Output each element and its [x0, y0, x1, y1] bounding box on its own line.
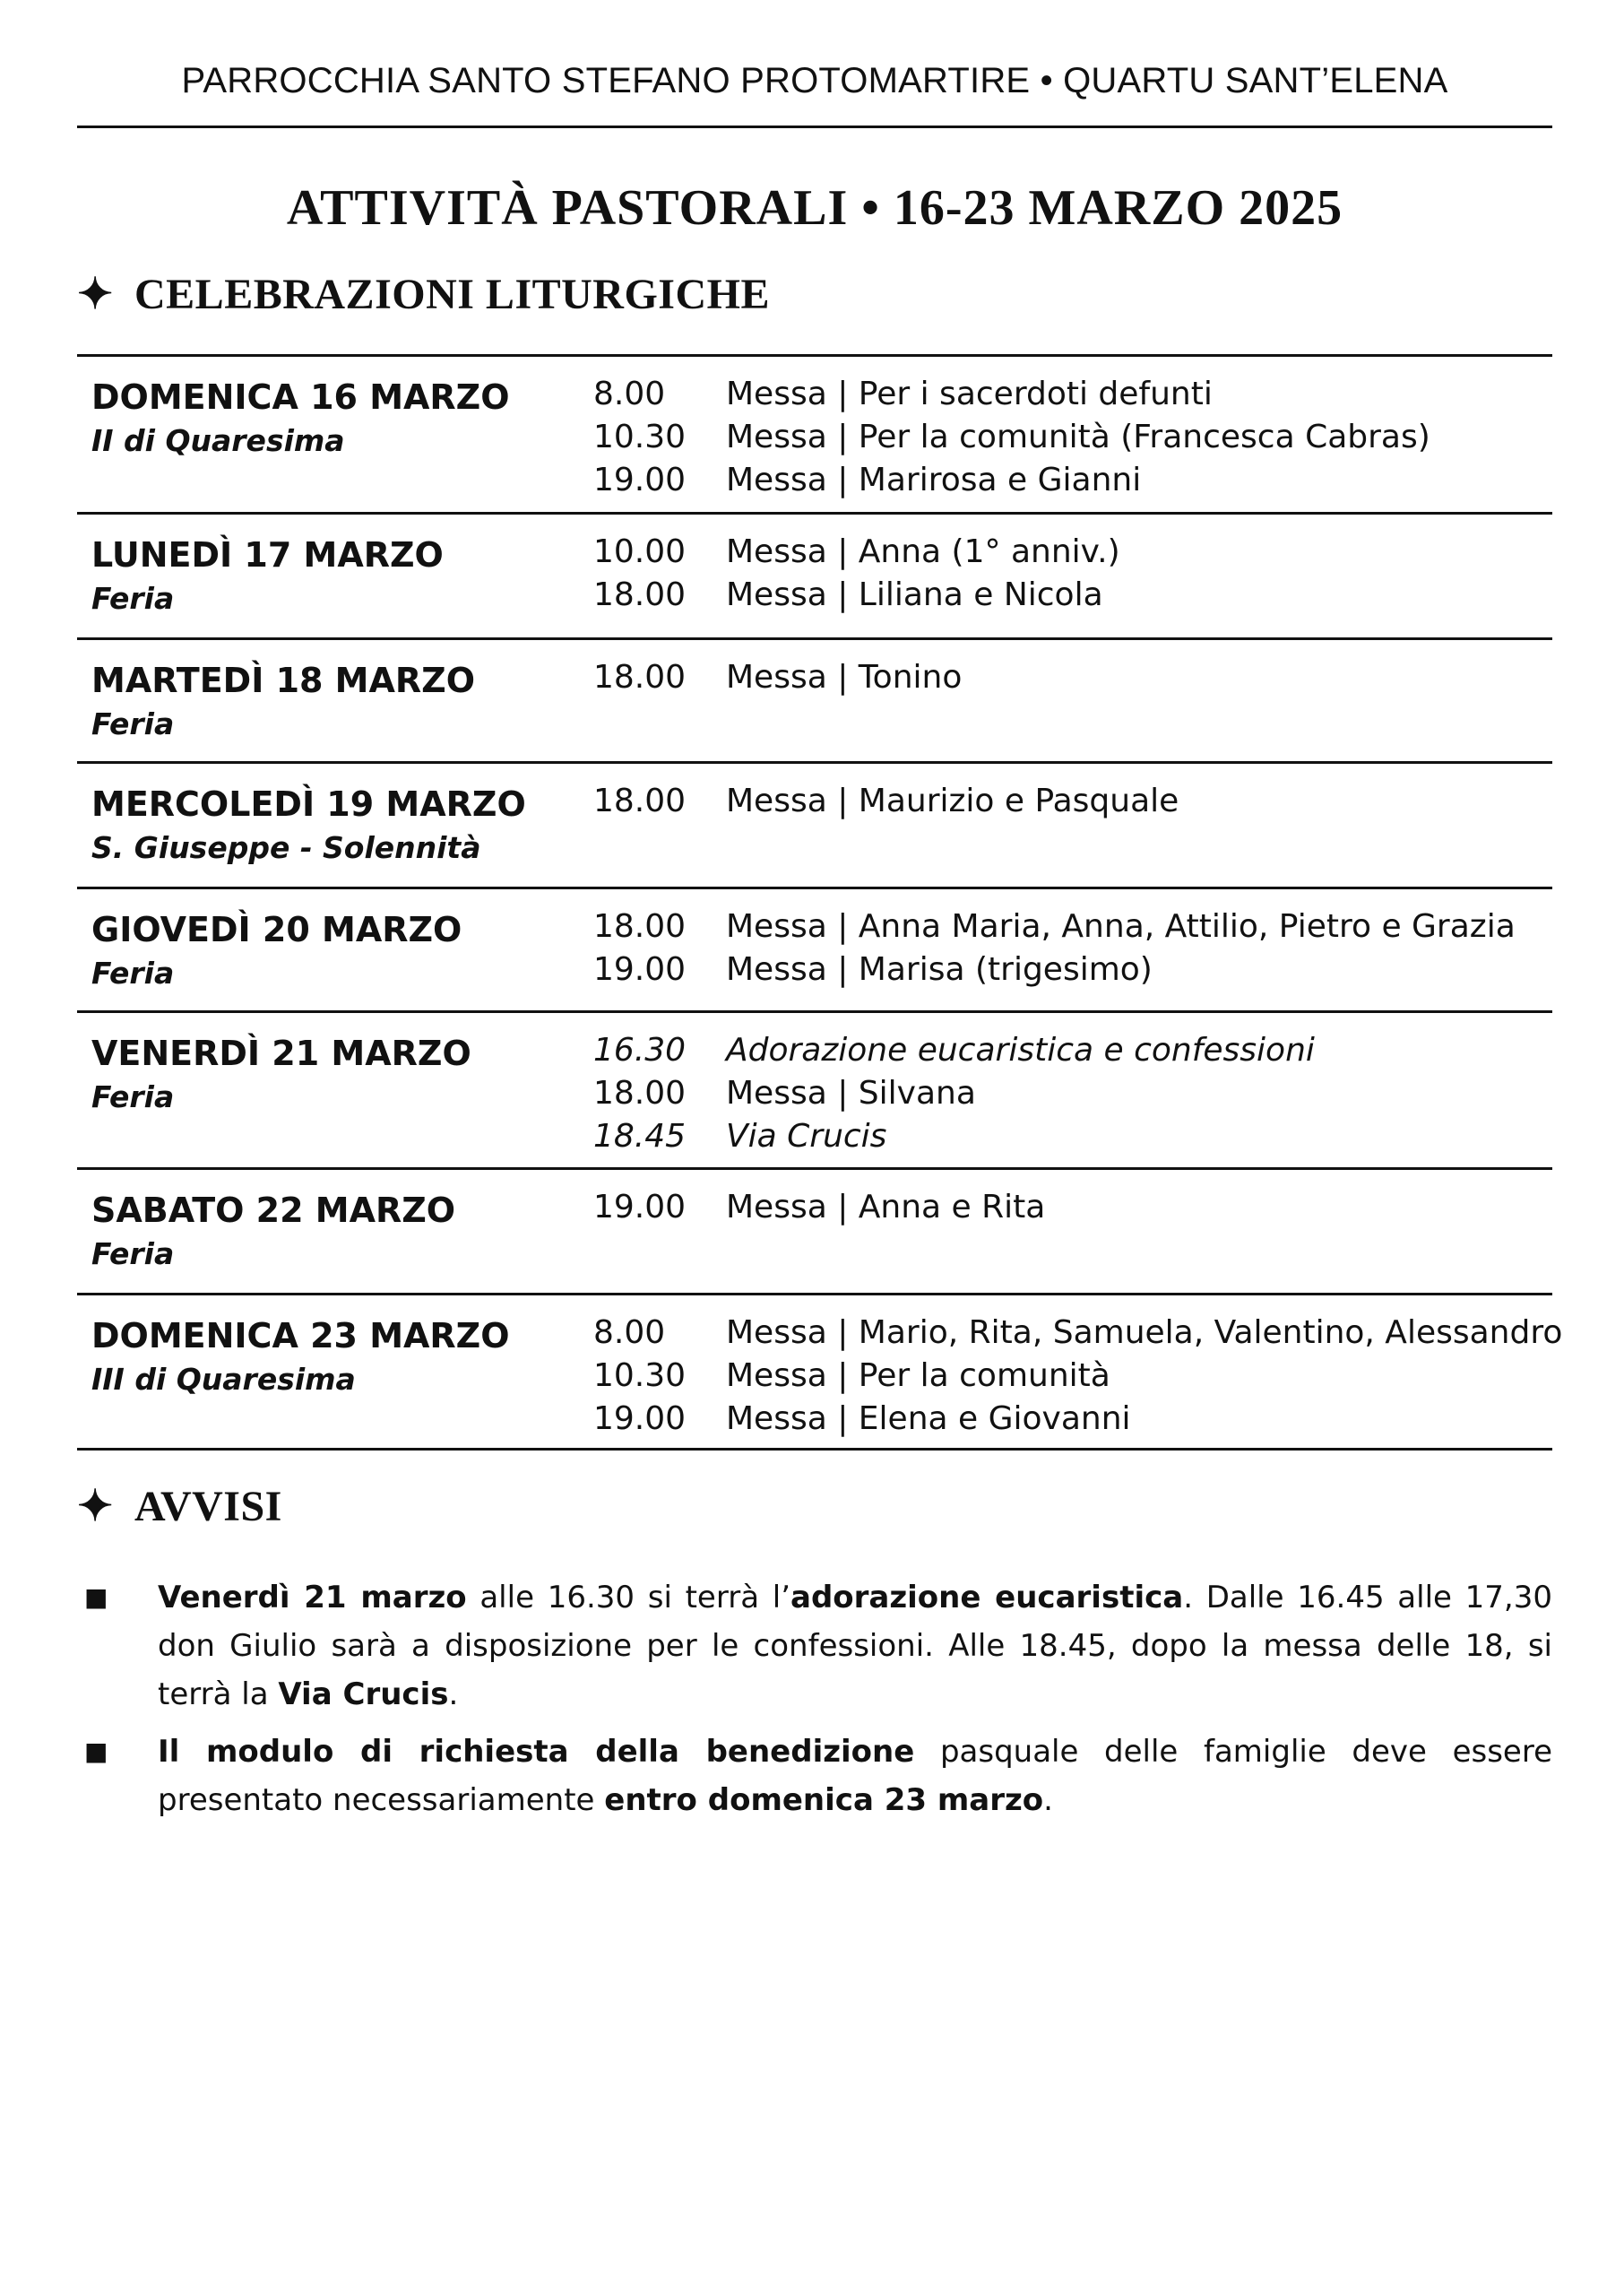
- event-time: 10.00: [593, 533, 687, 570]
- day-row: [77, 1293, 1563, 1451]
- event-time: 19.00: [593, 1400, 687, 1437]
- day-name: VENERDÌ 21 MARZO: [91, 1034, 471, 1073]
- notice-emphasis: Il modulo di richiesta della benedizione: [158, 1734, 915, 1770]
- day-row: [77, 512, 1552, 637]
- event-description: Messa | Anna (1° anniv.): [726, 533, 1120, 570]
- section-title-celebrations: [77, 269, 770, 319]
- day-row: [77, 1010, 1552, 1167]
- day-row: [77, 761, 1552, 887]
- event-item: [593, 656, 962, 699]
- notice-emphasis: adorazione eucaristica: [790, 1580, 1184, 1615]
- liturgical-day: II di Quaresima: [91, 423, 345, 458]
- event-description: Messa | Marisa (trigesimo): [726, 951, 1153, 988]
- event-description: Messa | Anna e Rita: [726, 1189, 1046, 1225]
- event-time: 18.00: [593, 576, 687, 613]
- notice-emphasis: entro domenica 23 marzo: [604, 1782, 1044, 1818]
- event-time: 8.00: [593, 376, 666, 412]
- event-item: [593, 1186, 1045, 1229]
- parish-header: PARROCCHIA SANTO STEFANO PROTOMARTIRE • QUARTU SANT’ELENA: [181, 61, 1448, 100]
- day-row: [77, 354, 1552, 512]
- event-time: 19.00: [593, 951, 687, 988]
- event-time: 10.30: [593, 1357, 687, 1394]
- event-description: Messa | Anna Maria, Anna, Attilio, Pietro e Grazia: [726, 908, 1516, 945]
- star-icon: ✦: [77, 271, 114, 318]
- event-description: Messa | Liliana e Nicola: [726, 576, 1103, 613]
- event-time: 19.00: [593, 462, 687, 498]
- event-time: 8.00: [593, 1314, 666, 1351]
- day-name: GIOVEDÌ 20 MARZO: [91, 910, 462, 949]
- event-list: [593, 1312, 1562, 1441]
- page-title: ATTIVITÀ PASTORALI • 16-23 MARZO 2025: [286, 180, 1343, 236]
- notice-item: [77, 1728, 1552, 1824]
- event-time: 18.00: [593, 783, 687, 819]
- event-description: Messa | Per la comunità (Francesca Cabras): [726, 419, 1430, 455]
- day-info: [91, 531, 575, 619]
- event-description: Adorazione eucaristica e confessioni: [726, 1032, 1315, 1069]
- day-row: [77, 887, 1552, 1010]
- event-item: [593, 459, 1430, 502]
- day-name: MARTEDÌ 18 MARZO: [91, 661, 476, 700]
- notice-text: .: [1043, 1782, 1053, 1818]
- event-item: [593, 1072, 1315, 1115]
- day-name: LUNEDÌ 17 MARZO: [91, 535, 444, 575]
- notice-emphasis: Venerdì 21 marzo: [158, 1580, 467, 1615]
- day-row: [77, 1167, 1552, 1293]
- event-description: Via Crucis: [726, 1118, 887, 1155]
- notice-item: [77, 1573, 1552, 1719]
- event-item: [593, 948, 1516, 992]
- notice-emphasis: Via Crucis: [278, 1676, 449, 1712]
- liturgical-day: Feria: [91, 1079, 175, 1114]
- day-info: [91, 1186, 575, 1274]
- event-item: [593, 1029, 1315, 1072]
- day-info: [91, 1029, 575, 1117]
- liturgical-day: Feria: [91, 956, 175, 991]
- event-item: [593, 373, 1430, 416]
- day-row: [77, 637, 1552, 761]
- event-list: [593, 531, 1120, 617]
- notices-list: [77, 1573, 1552, 1833]
- event-time: 19.00: [593, 1189, 687, 1225]
- event-list: [593, 373, 1430, 502]
- star-icon: ✦: [77, 1483, 114, 1530]
- event-item: [593, 574, 1120, 617]
- day-name: SABATO 22 MARZO: [91, 1191, 456, 1230]
- header-divider: [77, 126, 1552, 128]
- event-list: [593, 1029, 1315, 1158]
- event-time: 16.30: [593, 1032, 687, 1069]
- event-description: Messa | Per i sacerdoti defunti: [726, 376, 1213, 412]
- notice-text: . Dalle 16.45 alle 17,30 don Giulio sarà a disposizione per le confessioni. Alle 18.45, dopo la messa delle 18, si terrà la: [158, 1580, 1552, 1712]
- day-name: MERCOLEDÌ 19 MARZO: [91, 784, 526, 824]
- event-list: [593, 780, 1179, 823]
- event-time: 18.00: [593, 908, 687, 945]
- day-info: [91, 373, 575, 461]
- event-description: Messa | Per la comunità: [726, 1357, 1110, 1394]
- section-label: CELEBRAZIONI LITURGICHE: [134, 271, 770, 318]
- section-title-notices: [77, 1481, 282, 1531]
- liturgical-day: Feria: [91, 706, 175, 741]
- event-item: [593, 1115, 1315, 1158]
- day-info: [91, 905, 575, 993]
- event-description: Messa | Mario, Rita, Samuela, Valentino, Alessandro: [726, 1314, 1563, 1351]
- day-info: [91, 656, 575, 744]
- celebrations-schedule: [77, 354, 1563, 1451]
- event-time: 18.45: [593, 1118, 687, 1155]
- event-item: [593, 416, 1430, 459]
- event-description: Messa | Silvana: [726, 1075, 976, 1112]
- event-time: 18.00: [593, 1075, 687, 1112]
- event-item: [593, 1355, 1562, 1398]
- liturgical-day: S. Giuseppe - Solennità: [91, 830, 481, 865]
- day-info: [91, 780, 575, 868]
- day-name: DOMENICA 23 MARZO: [91, 1316, 510, 1355]
- notice-text: alle 16.30 si terrà l’: [466, 1580, 791, 1615]
- event-description: Messa | Marirosa e Gianni: [726, 462, 1142, 498]
- square-bullet-icon: ■: [84, 1582, 108, 1612]
- event-list: [593, 905, 1516, 992]
- event-description: Messa | Maurizio e Pasquale: [726, 783, 1179, 819]
- event-description: Messa | Elena e Giovanni: [726, 1400, 1131, 1437]
- liturgical-day: Feria: [91, 581, 175, 616]
- event-item: [593, 905, 1516, 948]
- event-item: [593, 1312, 1562, 1355]
- day-info: [91, 1312, 575, 1399]
- section-label: AVVISI: [134, 1483, 282, 1530]
- notice-text: .: [448, 1676, 459, 1712]
- liturgical-day: Feria: [91, 1236, 175, 1271]
- event-time: 10.30: [593, 419, 687, 455]
- event-description: Messa | Tonino: [726, 659, 963, 696]
- liturgical-day: III di Quaresima: [91, 1362, 356, 1397]
- event-item: [593, 531, 1120, 574]
- event-time: 18.00: [593, 659, 687, 696]
- event-item: [593, 1398, 1562, 1441]
- notice-text: pasquale delle famiglie deve essere presentato necessariamente: [158, 1734, 1552, 1818]
- square-bullet-icon: ■: [84, 1736, 108, 1766]
- event-item: [593, 780, 1179, 823]
- event-list: [593, 1186, 1045, 1229]
- event-list: [593, 656, 962, 699]
- day-name: DOMENICA 16 MARZO: [91, 377, 510, 417]
